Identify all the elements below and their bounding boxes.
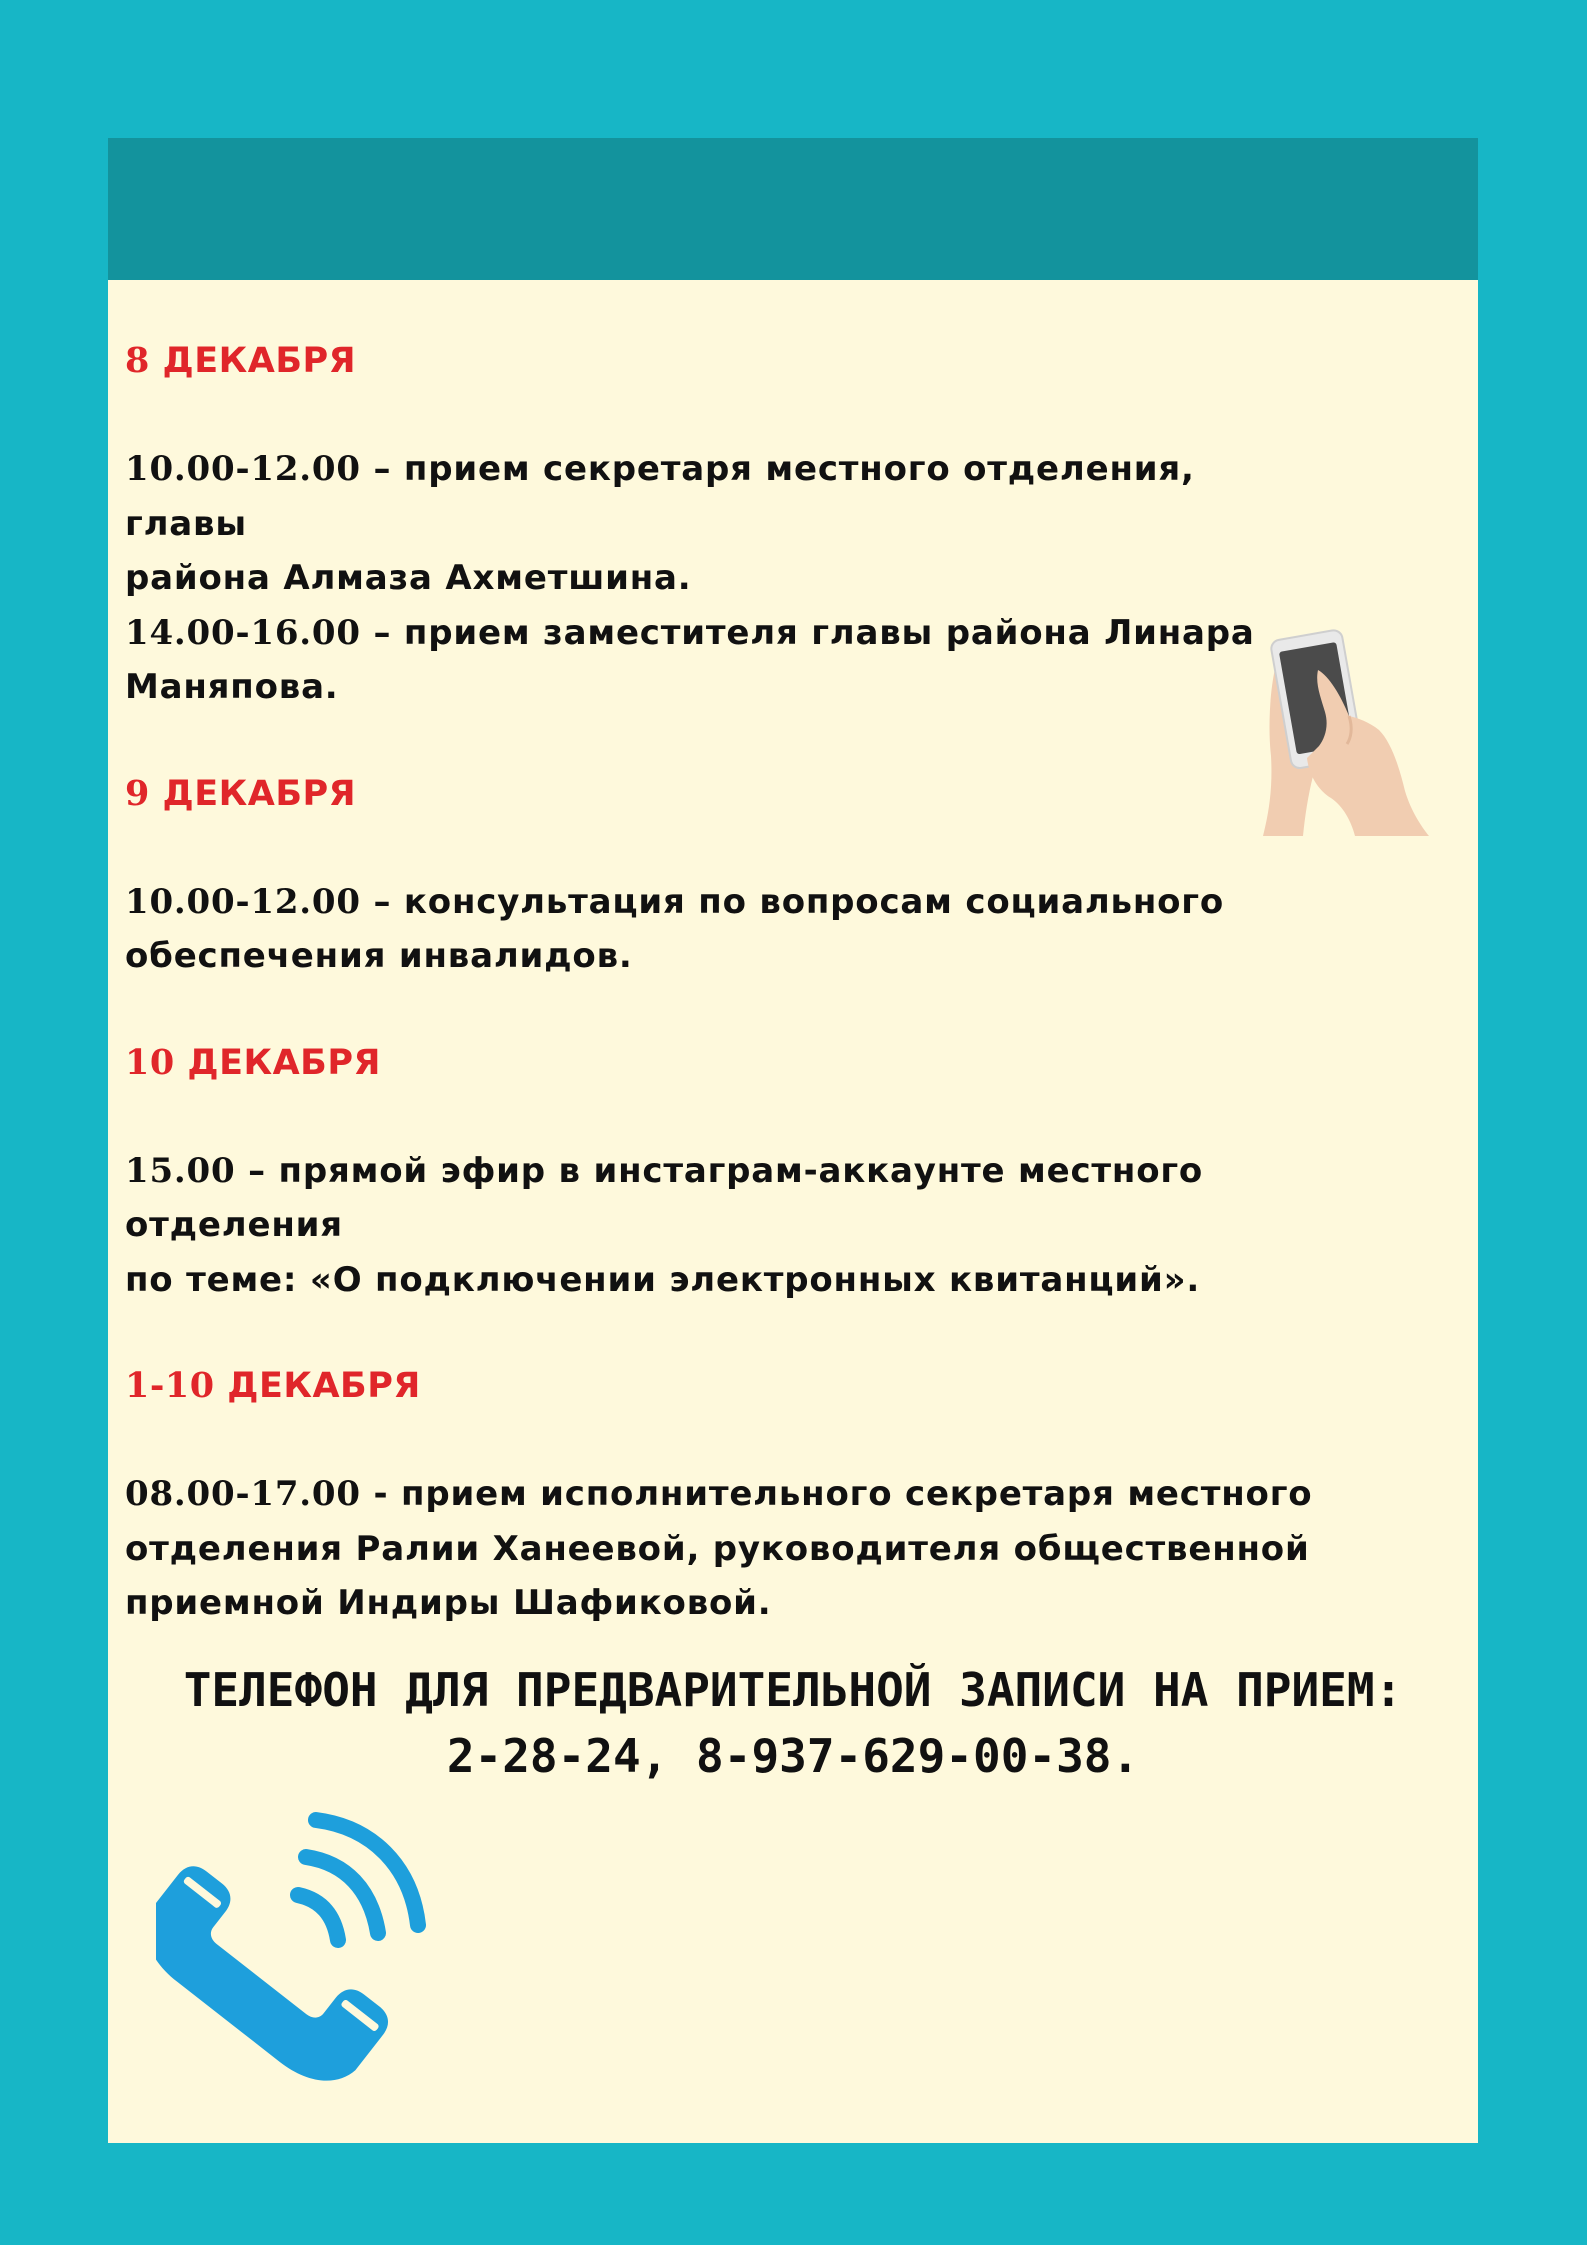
schedule-line: 08.00-17.00 - прием исполнительного секретаря местного: [125, 1474, 1313, 1514]
date-heading: 8 ДЕКАБРЯ: [125, 340, 357, 381]
schedule-line: по теме: «О подключении электронных квитанций».: [125, 1259, 1201, 1300]
schedule: [125, 334, 1325, 1631]
schedule-line: отделения Ралии Ханеевой, руководителя общественной: [125, 1528, 1310, 1569]
schedule-line: 14.00-16.00 – прием заместителя главы района Линара: [125, 612, 1255, 653]
schedule-line: района Алмаза Ахметшина.: [125, 558, 692, 598]
schedule-block: [125, 1359, 1325, 1631]
schedule-line: Маняпова.: [125, 667, 339, 707]
flyer-card: [108, 138, 1478, 2143]
phone-title: ТЕЛЕФОН ДЛЯ ПРЕДВАРИТЕЛЬНОЙ ЗАПИСИ НА ПРИЕМ:: [183, 1663, 1403, 1717]
schedule-line: 15.00 – прямой эфир в инстаграм-аккаунте местного: [125, 1150, 1204, 1191]
header-band: [108, 138, 1478, 280]
phone-handset-icon: [156, 1765, 456, 2105]
schedule-block: [125, 767, 1325, 984]
date-heading: 10 ДЕКАБРЯ: [125, 1041, 381, 1083]
date-heading: 1-10 ДЕКАБРЯ: [125, 1365, 421, 1406]
schedule-line: обеспечения инвалидов.: [125, 936, 633, 976]
schedule-line: 10.00-12.00 – консультация по вопросам социального: [125, 881, 1225, 922]
schedule-block: [125, 1036, 1325, 1308]
schedule-line: отделения: [125, 1205, 343, 1245]
schedule-block: [125, 334, 1325, 715]
schedule-line: приемной Индиры Шафиковой.: [125, 1583, 772, 1623]
date-heading: 9 ДЕКАБРЯ: [125, 772, 357, 814]
phone-numbers: 2-28-24, 8-937-629-00-38.: [446, 1729, 1140, 1783]
schedule-line: 10.00-12.00 – прием секретаря местного отделения, главы: [125, 449, 1195, 544]
hand-holding-smartphone-icon: [1263, 626, 1443, 836]
